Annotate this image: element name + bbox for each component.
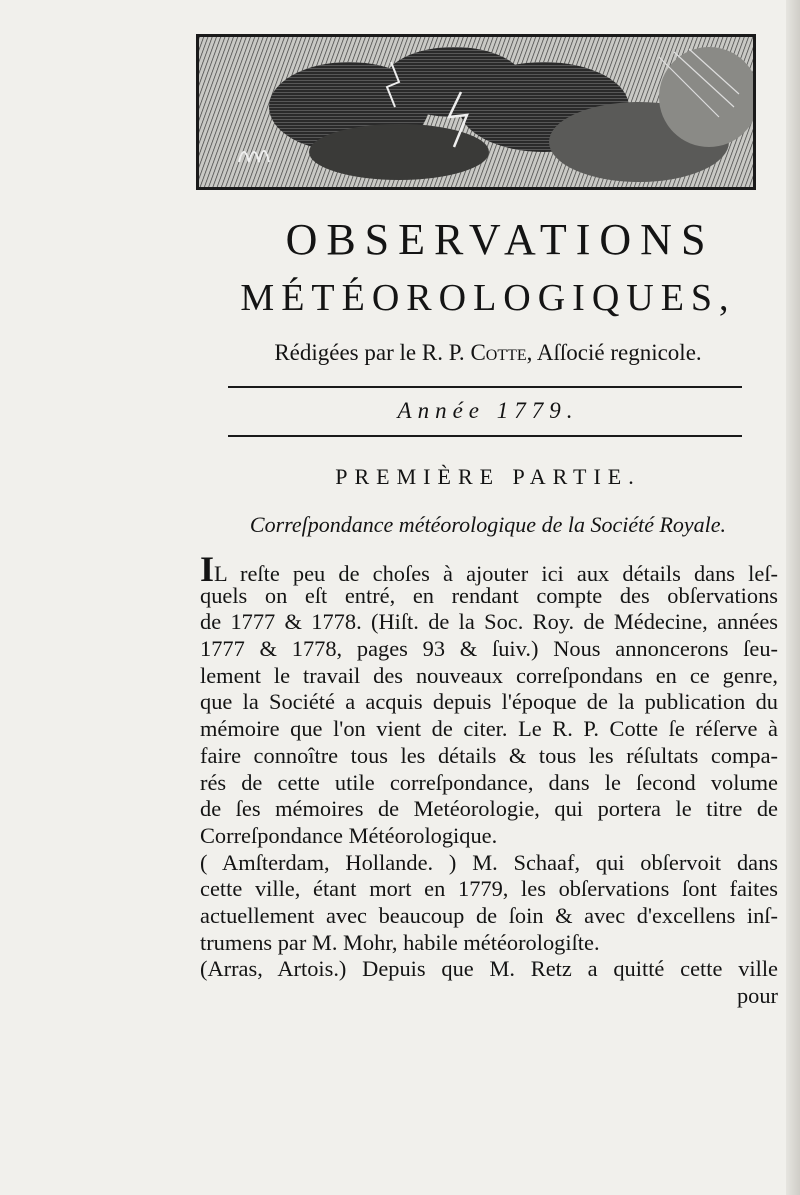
byline — [196, 340, 780, 366]
text-line: Correſpondance Météorologique. — [200, 822, 498, 848]
page-edge — [786, 0, 800, 1195]
text-line: rés de cette utile correſpondance, dans le ſecond volume — [200, 769, 778, 795]
text-line: trumens par M. Mohr, habile météorologiſte. — [200, 929, 600, 955]
text-line: (Arras, Artois.) Depuis que M. Retz a quitté cette ville — [200, 956, 778, 982]
storm-vignette-image — [196, 34, 756, 190]
year-heading: Année 1779. — [397, 398, 579, 423]
text-line: faire connoître tous les détails & tous les réſultats compa- — [200, 742, 778, 768]
catchword: pour — [736, 983, 778, 1008]
text-line: que la Société a acquis depuis l'époque de la publication du — [200, 689, 778, 715]
text-line: actuellement avec beaucoup de ſoin & avec d'excellens inſ- — [200, 902, 778, 928]
storm-clouds-engraving — [199, 37, 753, 187]
text-line: cette ville, étant mort en 1779, les obſervations ſont faites — [200, 876, 778, 902]
top-rule — [228, 386, 742, 388]
text-line: mémoire que l'on vient de citer. Le R. P. Cotte ſe réſerve à — [200, 716, 778, 742]
text-line: 1777 & 1778, pages 93 & ſuiv.) Nous annoncerons ſeu- — [200, 636, 778, 662]
byline-prefix: Rédigées par le R. P. — [274, 340, 465, 365]
text-line: ( Amſterdam, Hollande. ) M. Schaaf, qui obſervoit dans — [200, 849, 778, 875]
text-line: de 1777 & 1778. (Hiſt. de la Soc. Roy. de Médecine, années — [200, 609, 778, 635]
text-line: quels on eſt entré, en rendant compte des obſervations — [200, 582, 778, 608]
byline-suffix: , Aſſocié regnicole. — [526, 340, 702, 365]
body-text — [200, 549, 778, 1010]
section-subtitle: Correſpondance météorologique de la Société Royale. — [249, 512, 727, 537]
part-heading: PREMIÈRE PARTIE. — [335, 464, 641, 489]
byline-author-name: Cotte — [470, 340, 527, 365]
text-line: de ſes mémoires de Metéorologie, qui portera le titre de — [200, 796, 778, 822]
text-line: IL reſte peu de choſes à ajouter ici aux détails dans leſ- — [200, 549, 778, 589]
title-observations: OBSERVATIONS — [285, 215, 715, 264]
bottom-rule — [228, 435, 742, 437]
text-line: lement le travail des nouveaux correſpondans en ce genre, — [200, 662, 778, 688]
title-meteorologiques: MÉTÉOROLOGIQUES, — [240, 277, 736, 319]
drop-cap: I — [200, 549, 215, 589]
